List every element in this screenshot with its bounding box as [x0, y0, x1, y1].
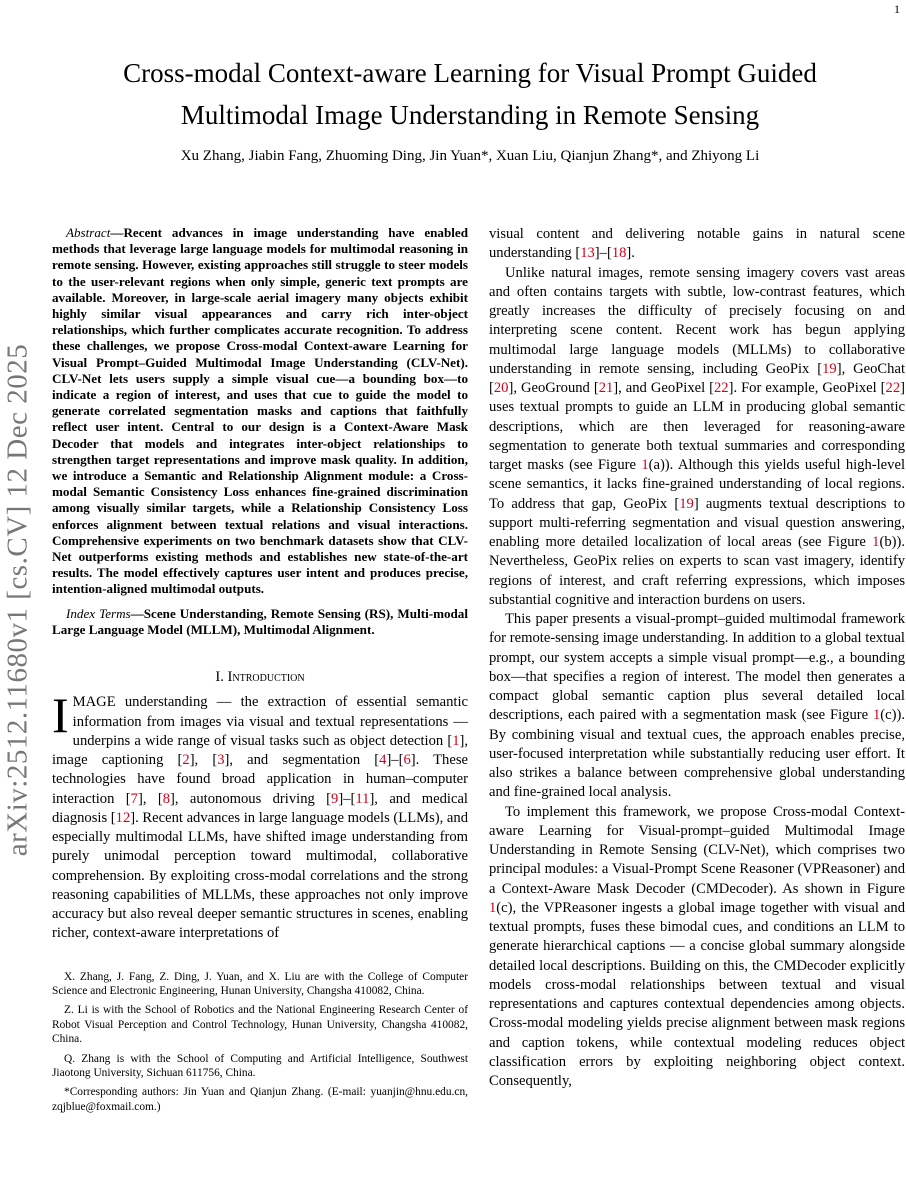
abstract-label: Abstract — [66, 225, 111, 240]
section-number: I. — [215, 669, 224, 686]
text-run: ], GeoChat [ — [489, 360, 905, 396]
text-run: Unlike natural images, remote sensing imagery covers vast areas and often contains targets with subtle, low-contrast features, which greatly increases the difficulty of precisely focusing on and interpreting scene content. Recent work has begun applying multimodal large language models (MLLMs) to collaborative understanding in remote sensing, including GeoPix [ — [489, 264, 905, 377]
paper-title: Cross-modal Context-aware Learning for Visual Prompt Guided Multimodal Image Understanding in Remote Sensing — [123, 58, 817, 130]
citation-link[interactable]: 12 — [115, 809, 131, 826]
text-run: ] augments textual descriptions to support multi-referring segmentation and visual question answering, enabling more detailed localization of local areas (see Figure — [489, 495, 905, 550]
left-column — [52, 225, 468, 1119]
paragraph — [489, 803, 905, 1092]
footnote: Q. Zhang is with the School of Computing and Artificial Intelligence, Southwest Jiaotong University, Sichuan 611756, China. — [52, 1052, 468, 1080]
page-number: 1 — [894, 2, 900, 16]
citation-link[interactable]: 19 — [679, 495, 694, 512]
section-heading — [52, 668, 468, 687]
citation-link[interactable]: 8 — [162, 790, 171, 807]
right-column — [489, 225, 905, 1091]
text-run: ], and segmentation [ — [224, 752, 380, 769]
text-run: ]. These technologies have found broad application in human–computer interaction [ — [52, 752, 468, 807]
abstract — [52, 225, 468, 598]
figure-link[interactable]: 1 — [872, 707, 881, 724]
text-run: ]. — [626, 245, 635, 262]
text-run: ], and GeoPixel [ — [613, 380, 714, 396]
citation-link[interactable]: 3 — [217, 752, 225, 769]
abstract-text: —Recent advances in image understanding have enabled methods that leverage large language models for multimodal reasoning in remote sensing. However, existing approaches still struggle to steer models to the user-relevant regions when only simple, generic text prompts are available. Moreover, in large-scale aerial imagery many objects exhibit highly similar visual appearances and carry rich inter-object relationships, which further complicates accurate recognition. To address these challenges, we propose Cross-modal Context-aware Learning for Visual Prompt–Guided Multimodal Image Understanding (CLV-Net). CLV-Net lets users supply a simple visual cue—a bounding box—to indicate a region of interest, and uses that cue to guide the model to generate correlated segmentation masks and captions that faithfully reflect user intent. Central to our design is a Context-Aware Mask Decoder that models and integrates inter-object relationships to strengthen target representations and improve mask quality. In addition, we introduce a Semantic and Relationship Alignment module: a Cross-modal Semantic Consistency Loss enhances fine-grained discrimination among visually similar targets, while a Relationship Consistency Loss enforces alignment between textual relations and visual interactions. Comprehensive experiments on two benchmark datasets show that CLV-Net outperforms existing methods and establishes new state-of-the-art results. The model effectively captures user intent and produces precise, intention-aligned multimodal outputs. — [52, 225, 468, 597]
text-run: ]. For example, GeoPixel [ — [728, 380, 886, 396]
citation-link[interactable]: 7 — [130, 790, 138, 807]
citation-link[interactable]: 4 — [379, 752, 387, 769]
citation-link[interactable]: 6 — [403, 752, 411, 769]
citation-link[interactable]: 2 — [182, 752, 190, 769]
citation-link[interactable]: 9 — [331, 790, 339, 807]
index-terms-label: Index Terms — [66, 605, 131, 621]
citation-link[interactable]: 22 — [713, 380, 729, 396]
paragraph — [489, 225, 905, 264]
citation-link[interactable]: 11 — [355, 790, 370, 807]
citation-link[interactable]: 13 — [580, 245, 595, 262]
index-terms — [52, 606, 468, 638]
citation-link[interactable]: 1 — [452, 732, 460, 749]
drop-cap: I — [52, 687, 69, 744]
text-run: ]–[ — [594, 245, 612, 262]
text-run: (c), the VPReasoner ingests a global image together with visual and textual prompts, fuses these bimodal cues, and conditions an LLM to generate hierarchical captions — a concise global summary alongside detailed local descriptions. Building on this, the CMDecoder explicitly models cross-modal relationships between textual and visual representations and captures contextual dependencies among objects. Cross-modal modeling yields precise alignment between mask regions and caption tokens, while contextual modeling reduces object classification errors by exploiting neighboring object context. Consequently, — [489, 899, 905, 1089]
text-run: ]–[ — [386, 752, 404, 769]
index-terms-text: —Scene Understanding, Remote Sensing (RS), Multi-modal Large Language Model (MLLM), Multimodal Alignment. — [52, 605, 468, 637]
text-run: ], [ — [137, 790, 163, 807]
text-run: (a)). Although this yields useful high-level scene semantics, it lacks fine-grained understanding of local regions. To address that gap, GeoPix [ — [489, 457, 905, 512]
figure-link[interactable]: 1 — [489, 899, 497, 916]
arxiv-side-identifier: arXiv:2512.11680v1 [cs.CV] 12 Dec 2025 — [1, 343, 34, 857]
footnote: X. Zhang, J. Fang, Z. Ding, J. Yuan, and X. Liu are with the College of Computer Science and Electronic Engineering, Hunan University, Changsha 410082, China. — [52, 970, 468, 997]
paragraph — [489, 264, 905, 611]
citation-link[interactable]: 21 — [598, 380, 614, 396]
text-run: ], and medical diagnosis [ — [52, 790, 468, 826]
text-run: ]–[ — [338, 790, 356, 807]
author-list: Xu Zhang, Jiabin Fang, Zhuoming Ding, Jin Yuan*, Xuan Liu, Qianjun Zhang*, and Zhiyong Li — [180, 148, 760, 164]
text-run: ], image captioning [ — [52, 732, 468, 769]
text-run: (c)). By combining visual and textual cues, the approach enables precise, user-focused interpretation while substantially reducing user effort. It also strikes a balance between comprehensive global understanding and fine-grained local analysis. — [489, 707, 905, 801]
section-title: Introduction — [227, 669, 305, 686]
text-run: ], [ — [189, 752, 218, 769]
text-run: ], autonomous driving [ — [170, 790, 332, 807]
text-run: MAGE understanding — the extraction of essential semantic information from images via visual and textual representations — underpins a wide range of visual tasks such as object detection [ — [72, 694, 468, 749]
text-run: ]. Recent advances in large language models (LLMs), and especially multimodal LLMs, have shifted image understanding from purely unimodal perception toward multimodal, collaborative comprehension. By exploiting cross-modal correlations and the strong reasoning capabilities of MLLMs, these approaches not only improve accuracy but also reveal deeper semantic structures in scenes, enabling richer, context-aware interpretations of — [52, 809, 468, 942]
text-run: ] uses textual prompts to guide an LLM in producing global semantic descriptions, which are then leveraged for reasoning-aware segmentation to generate both textual summaries and corresponding target masks (see Figure — [489, 380, 905, 473]
figure-link[interactable]: 1 — [641, 457, 649, 473]
text-run: To implement this framework, we propose Cross-modal Context-aware Learning for Visual-prompt–guided Multimodal Image Understanding in Remote Sensing (CLV-Net), which comprises two principal modules: a Visual-Prompt Scene Reasoner (VPReasoner) and a Context-Aware Mask Decoder (CMDecoder). As shown in Figure — [489, 803, 905, 897]
citation-link[interactable]: 20 — [493, 380, 509, 396]
citation-link[interactable]: 22 — [885, 380, 901, 396]
footnote: *Corresponding authors: Jin Yuan and Qianjun Zhang. (E-mail: yuanjin@hnu.edu.cn, zqjblue@foxmail.com.) — [52, 1086, 468, 1113]
text-run: This paper presents a visual-prompt–guided multimodal framework for remote-sensing image understanding. In addition to a global textual prompt, our system accepts a simple visual prompt—e.g., a bounding box—that specifies a region of interest. The model then generates a compact global semantic caption plus several detailed local descriptions, each paired with a segmentation mask (see Figure — [489, 611, 905, 724]
figure-link[interactable]: 1 — [872, 534, 880, 550]
intro-paragraph — [52, 687, 468, 943]
text-run: (b)). Nevertheless, GeoPix relies on experts to scan vast imagery, identify regions of interest, and craft referring expressions, which imposes substantial cognitive and interaction burdens on users. — [489, 534, 905, 608]
footnotes — [52, 970, 468, 1115]
citation-link[interactable]: 19 — [822, 360, 837, 377]
paragraph — [489, 610, 905, 803]
text-run: visual content and delivering notable gains in natural scene understanding [ — [489, 226, 905, 262]
footnote: Z. Li is with the School of Robotics and the National Engineering Research Center of Robot Visual Perception and Control Technology, Hunan University, Changsha 410082, China. — [52, 1004, 468, 1046]
citation-link[interactable]: 18 — [611, 245, 627, 262]
text-run: ], GeoGround [ — [508, 380, 599, 396]
